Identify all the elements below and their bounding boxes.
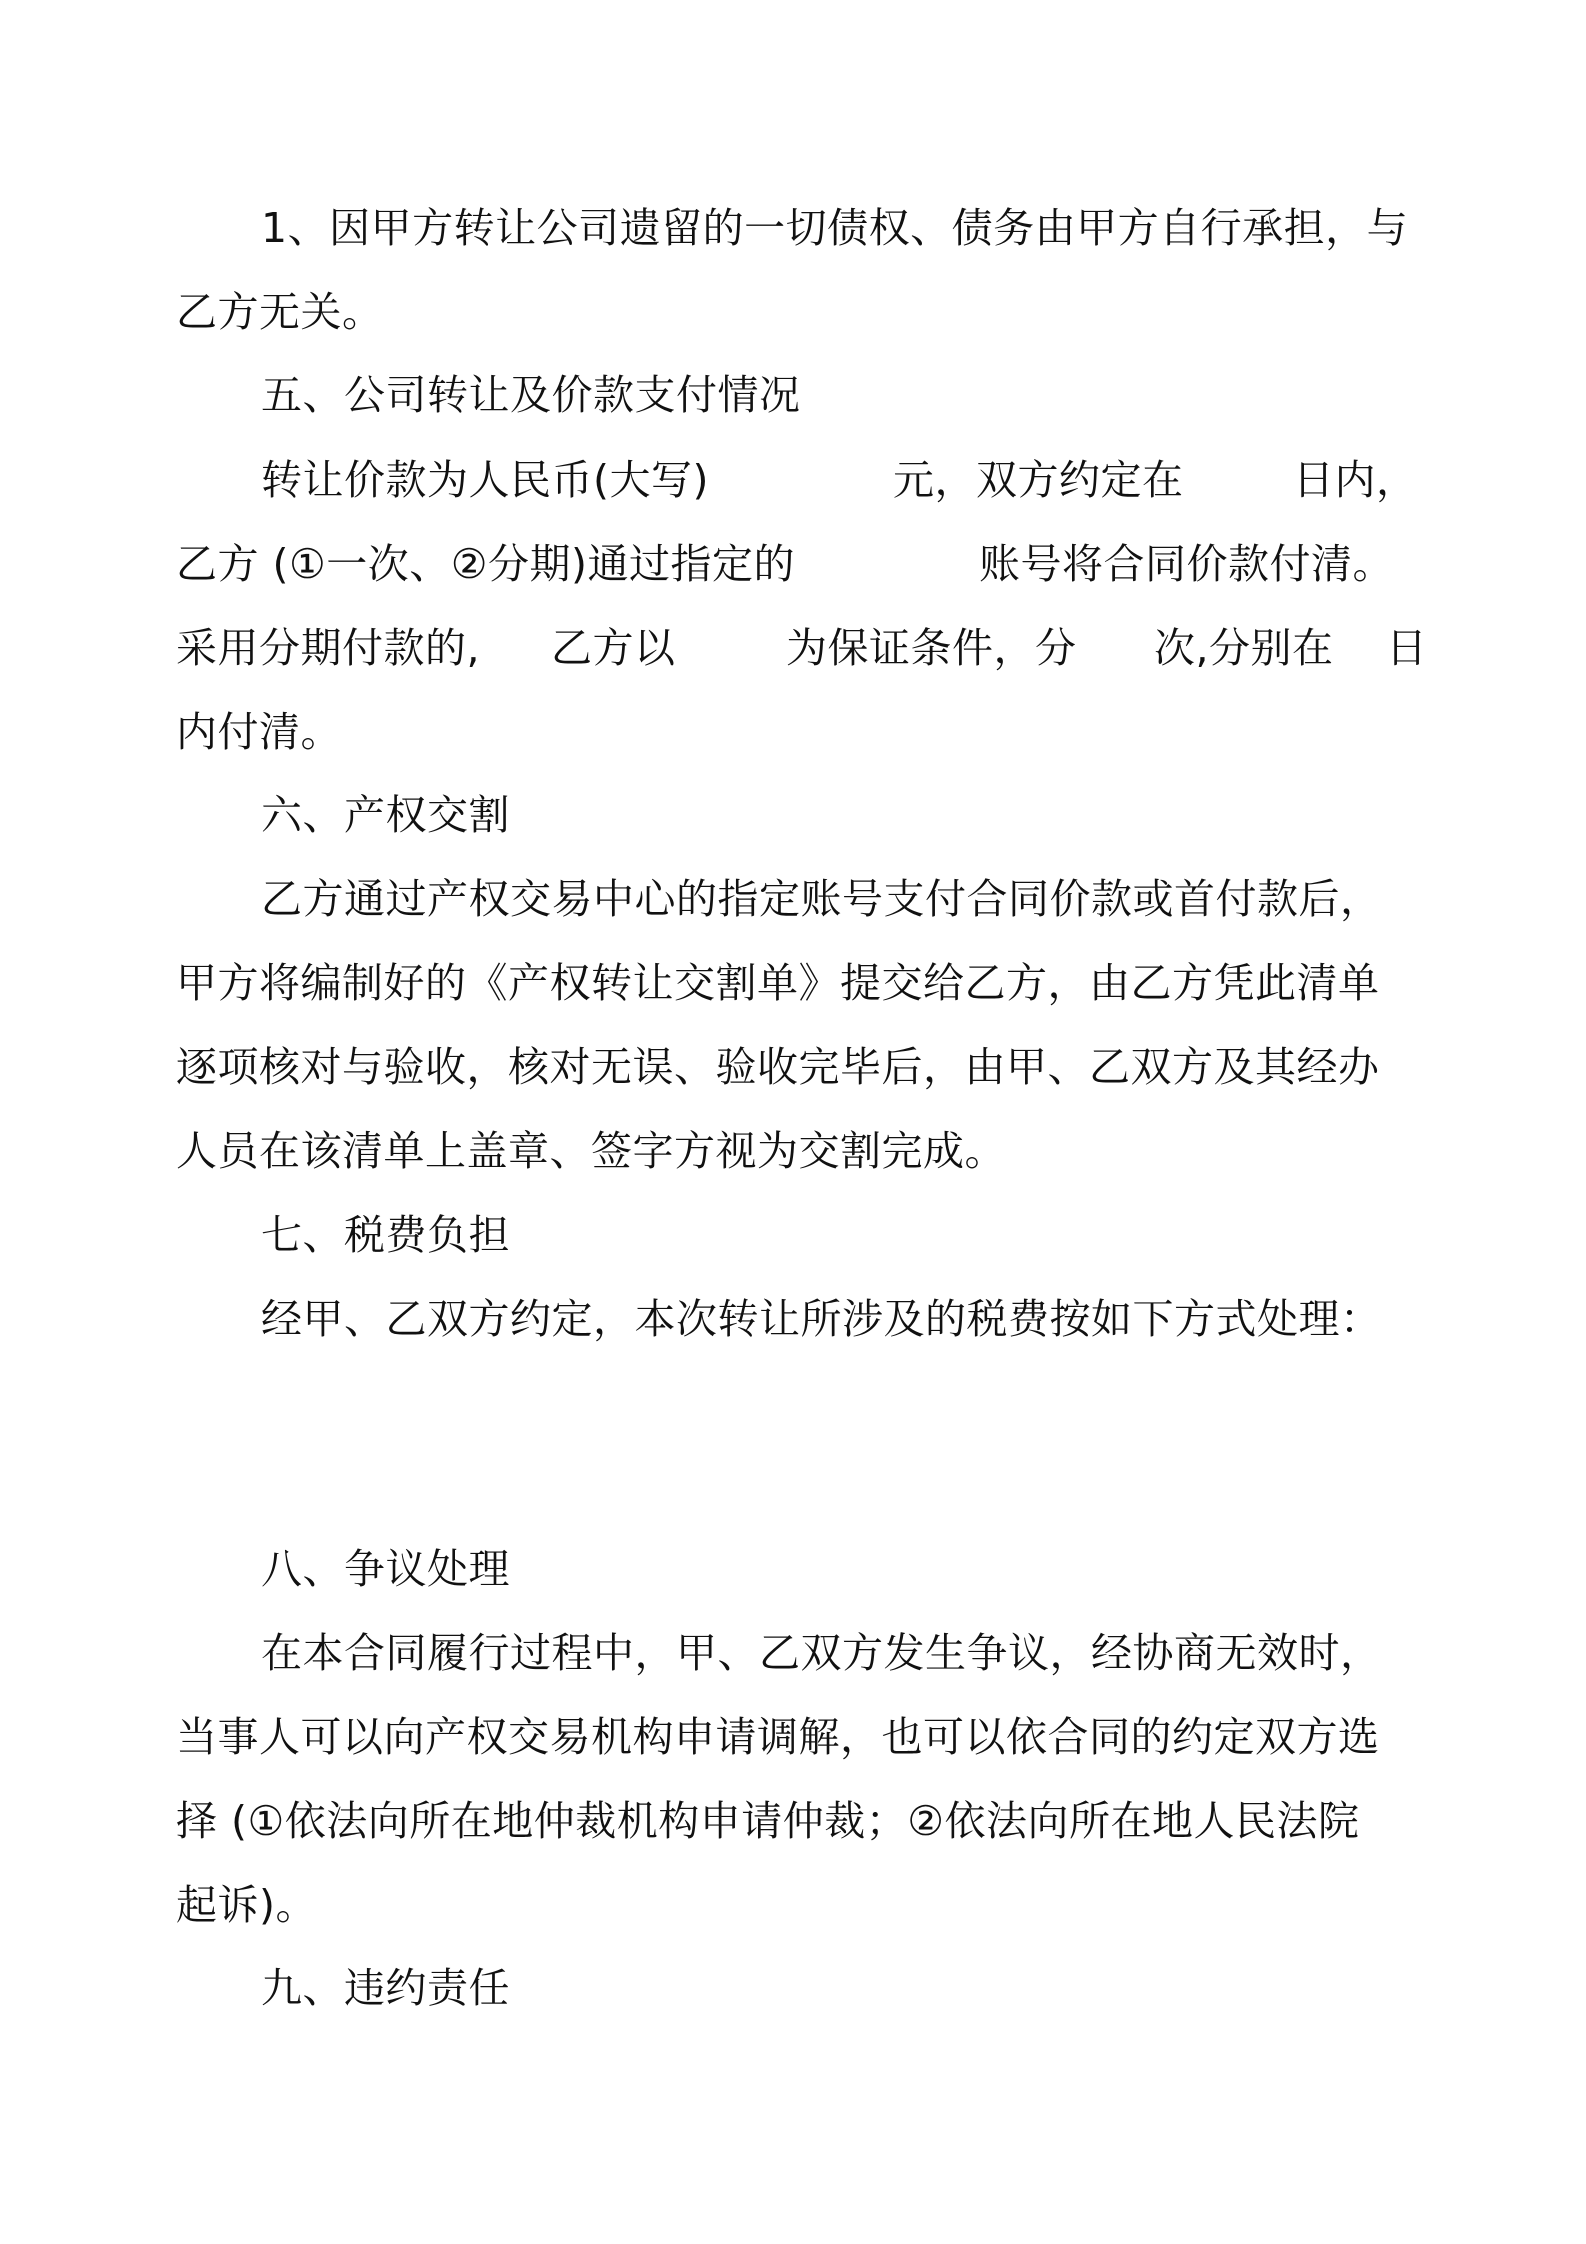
section-6-line-1: 乙方通过产权交易中心的指定账号支付合同价款或首付款后，: [261, 875, 1382, 923]
installment-guarantee-label: 为保证条件，分: [786, 624, 1077, 672]
clause-4-item-1-line-1: 1、因甲方转让公司遗留的一切债权、债务由甲方自行承担，与: [261, 204, 1409, 252]
installment-line-end: 内付清。: [176, 708, 342, 756]
price-days-label: 日内，: [1293, 456, 1418, 504]
section-6-line-4: 人员在该清单上盖章、签字方视为交割完成。: [176, 1127, 1006, 1175]
clause-4-item-1-line-2: 乙方无关。: [176, 288, 384, 336]
price-amount-label: 转让价款为人民币(大写): [261, 456, 709, 504]
section-6-line-2: 甲方将编制好的《产权转让交割单》提交给乙方，由乙方凭此清单: [176, 959, 1380, 1007]
installment-party-label: 乙方以: [551, 624, 676, 672]
price-agreement-label: 元，双方约定在: [893, 456, 1184, 504]
section-8-line-3: 择 (①依法向所在地仲裁机构申请仲裁；②依法向所在地人民法院: [176, 1797, 1360, 1845]
installment-times-label: 次,分别在: [1154, 624, 1334, 672]
section-7-line-1: 经甲、乙双方约定，本次转让所涉及的税费按如下方式处理：: [261, 1295, 1382, 1343]
heading-section-8: 八、争议处理: [261, 1545, 510, 1593]
section-8-line-2: 当事人可以向产权交易机构申请调解，也可以依合同的约定双方选: [176, 1713, 1380, 1761]
heading-section-9: 九、违约责任: [261, 1964, 510, 2012]
section-6-line-3: 逐项核对与验收，核对无误、验收完毕后，由甲、乙双方及其经办: [176, 1043, 1380, 1091]
installment-label: 采用分期付款的,: [176, 624, 481, 672]
heading-section-6: 六、产权交割: [261, 791, 510, 839]
heading-section-7: 七、税费负担: [261, 1211, 510, 1259]
section-8-line-4: 起诉)。: [176, 1881, 317, 1929]
payment-account-text: 账号将合同价款付清。: [979, 540, 1394, 588]
section-8-line-1: 在本合同履行过程中，甲、乙双方发生争议，经协商无效时，: [261, 1629, 1382, 1677]
payment-method-text: 乙方 (①一次、②分期)通过指定的: [176, 540, 796, 588]
installment-day-label: 日: [1386, 624, 1428, 672]
heading-section-5: 五、公司转让及价款支付情况: [261, 371, 801, 419]
